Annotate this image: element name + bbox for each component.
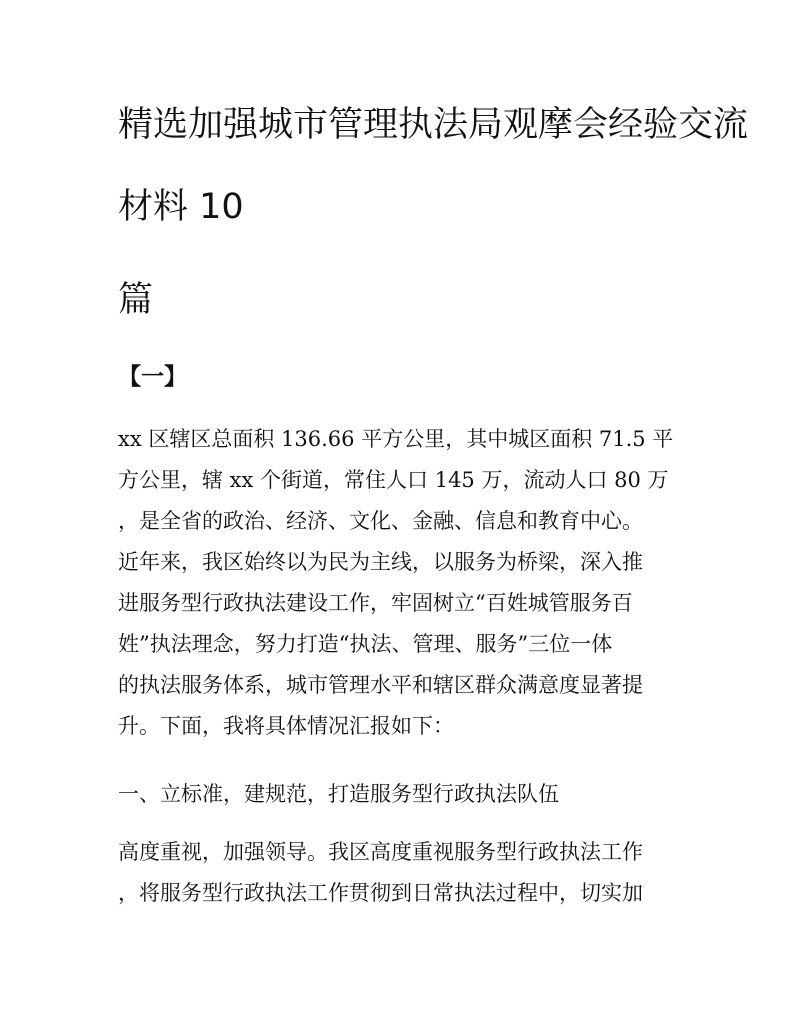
document-title-line-1: 精选加强城市管理执法局观摩会经验交流 <box>118 105 749 145</box>
paragraph-line: 方公里，辖 xx 个街道，常住人口 145 万，流动人口 80 万 <box>118 468 669 492</box>
paragraph-line: ，将服务型行政执法工作贯彻到日常执法过程中，切实加 <box>118 881 643 905</box>
paragraph-line: 姓”执法理念，努力打造“执法、管理、服务”三位一体 <box>118 632 613 656</box>
paragraph-line: 近年来，我区始终以为民为主线，以服务为桥梁，深入推 <box>118 550 643 574</box>
section-marker: 【一】 <box>118 364 187 390</box>
paragraph-line: 的执法服务体系，城市管理水平和辖区群众满意度显著提 <box>118 673 643 697</box>
paragraph-line: 进服务型行政执法建设工作，牢固树立“百姓城管服务百 <box>118 591 633 615</box>
paragraph-line: 升。下面，我将具体情况汇报如下： <box>118 714 454 738</box>
paragraph-line: 高度重视，加强领导。我区高度重视服务型行政执法工作 <box>118 840 643 864</box>
document-title-line-2: 材料 10 <box>118 187 244 227</box>
document-title-line-3: 篇 <box>118 280 154 320</box>
paragraph-line: ，是全省的政治、经济、文化、金融、信息和教育中心。 <box>118 509 643 533</box>
section-heading: 一、立标准，建规范，打造服务型行政执法队伍 <box>118 782 559 806</box>
paragraph-line: xx 区辖区总面积 136.66 平方公里，其中城区面积 71.5 平 <box>118 427 674 451</box>
